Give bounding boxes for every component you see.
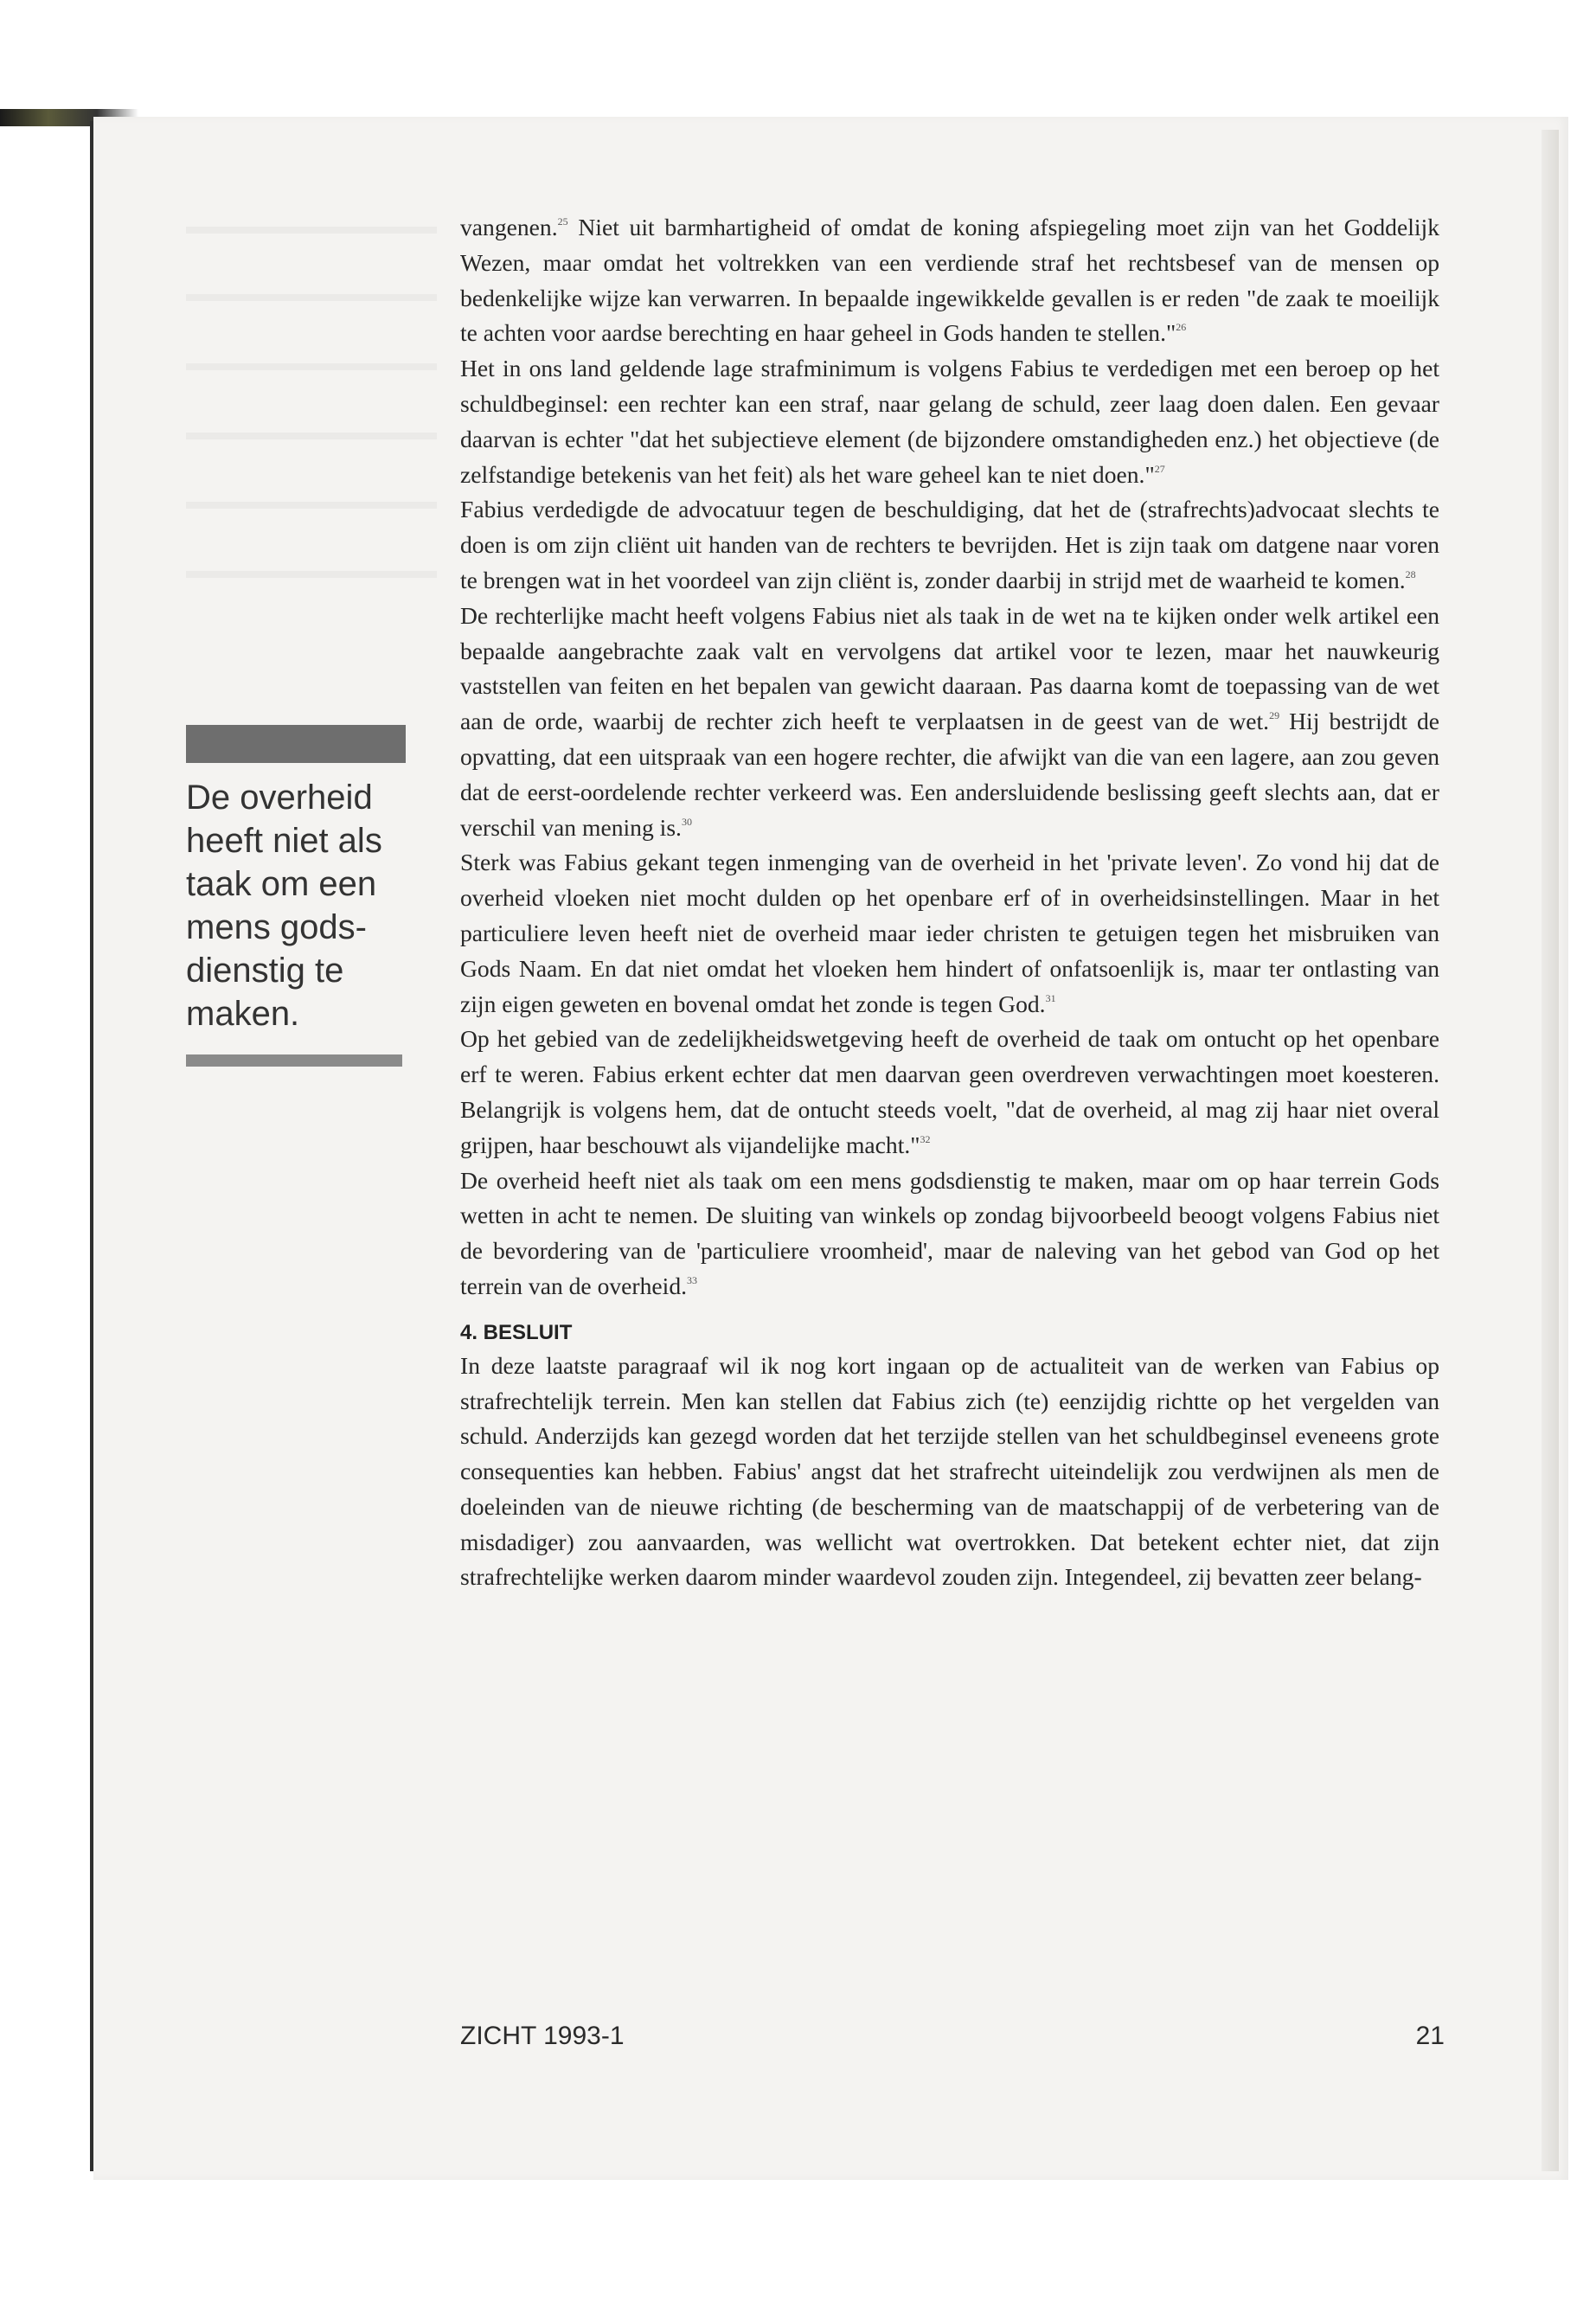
paragraph: [460, 845, 1439, 1022]
paragraph: [460, 351, 1439, 492]
footnote-ref: 28: [1405, 567, 1416, 580]
show-through: [186, 502, 437, 509]
binding-spine: [90, 121, 93, 2171]
footnote-ref: 27: [1154, 462, 1165, 475]
section-heading: 4. BESLUIT: [460, 1320, 573, 1344]
footer-journal-title: ZICHT 1993-1: [460, 2022, 625, 2050]
footnote-ref: 33: [687, 1273, 698, 1286]
page-number: 21: [1415, 2022, 1445, 2050]
paragraph: [460, 1022, 1439, 1163]
paragraph: [460, 492, 1439, 598]
footnote-ref: 26: [1176, 321, 1187, 334]
show-through: [186, 294, 437, 301]
paragraph-text: Fabius verdedigde de advocatuur tegen de beschuldiging, dat het de (strafrechts)advocaat slechts te doen is om zijn cliënt uit handen van de rechters te bevrijden. Het is zijn taak om datgene naar voren te brengen wat in het voordeel van zijn cliënt is, zonder daarbij in strijd met de waarheid te komen.: [460, 496, 1439, 593]
paragraph-text: vangenen.: [460, 214, 558, 240]
show-through: [186, 227, 437, 234]
paragraph-text: Het in ons land geldende lage strafminimum is volgens Fabius te verdedigen met een beroep op het schuldbeginsel: een rechter kan een straf, naar gelang de schuld, zeer laag doen dalen. Een gevaar daarvan is echter "dat het subjectieve element (de bijzondere omstandigheden enz.) het objectieve (de zelfstandige betekenis van het feit) als het ware geheel kan te niet doen.": [460, 355, 1439, 488]
pull-quote-bar-bottom: [186, 1054, 402, 1067]
paragraph: [460, 599, 1439, 846]
show-through: [186, 363, 437, 370]
show-through: [186, 433, 437, 439]
paragraph-text: Op het gebied van de zedelijkheidswetgeving heeft de overheid de taak om ontucht op het openbare erf te weren. Fabius erkent echter dat men daarvan geen overdreven verwachtingen moet koesteren. Belangrijk is volgens hem, dat de ontucht steeds voelt, "dat de overheid, al mag zij haar niet overal grijpen, haar beschouwt als vijandelijke macht.": [460, 1025, 1439, 1158]
page-edge: [1542, 130, 1559, 2171]
paragraph-text: De overheid heeft niet als taak om een mens godsdienstig te maken, maar om op haar terrein Gods wetten in acht te nemen. De sluiting van winkels op zondag bijvoorbeeld beoogt volgens Fabius niet de bevordering van de 'particuliere vroomheid', maar de naleving van het gebod van God op het terrein van de overheid.: [460, 1166, 1439, 1299]
footnote-ref: 31: [1045, 991, 1056, 1004]
pull-quote: De overheid heeft niet als taak om een mens gods-dienstig te maken.: [186, 779, 382, 1033]
paragraph-text: De rechterlijke macht heeft volgens Fabius niet als taak in de wet na te kijken onder welk artikel een bepaalde aangebrachte zaak valt en vervolgens dat artikel voor te lezen, maar het nauwkeurig vaststellen van feiten en het bepalen van gewicht daaraan. Pas daarna komt de toepassing van de wet aan de orde, waarbij de rechter zich heeft te verplaatsen in de geest van de wet.: [460, 601, 1439, 735]
pull-quote-bar-top: [186, 725, 406, 763]
article-body: [460, 210, 1439, 1595]
paragraph: [460, 210, 1439, 351]
footnote-ref: 29: [1269, 709, 1280, 722]
show-through: [186, 571, 437, 578]
paragraph-text: Niet uit barmhartigheid of omdat de koning afspiegeling moet zijn van het Goddelijk Wezen, maar omdat het voltrekken van een verdiende straf het rechtsbesef van de mensen op bedenkelijke wijze kan verwarren. In bepaalde ingewikkelde gevallen is er reden "de zaak te moeilijk te achten voor aardse berechting en haar geheel in Gods handen te stellen.": [460, 214, 1439, 347]
paragraph: [460, 1163, 1439, 1304]
paragraph-text: Sterk was Fabius gekant tegen inmenging van de overheid in het 'private leven'. Zo vond hij dat de overheid vloeken niet mocht dulden op het openbare erf of in overheidsinstellingen. Maar in het particuliere leven heeft niet de overheid maar ieder christen te getuigen tegen het misbruiken van Gods Naam. En dat niet omdat het vloeken hem hindert of onfatsoenlijk is, maar ter ontlasting van zijn eigen geweten en bovenal omdat het zonde is tegen God.: [460, 849, 1439, 1017]
paragraph: In deze laatste paragraaf wil ik nog kort ingaan op de actualiteit van de werken van Fabius op strafrechtelijk terrein. Men kan stellen dat Fabius zich (te) eenzijdig richtte op het vergelden van schuld. Anderzijds kan gezegd worden dat het terzijde stellen van het schuldbeginsel eveneens grote consequenties kan hebben. Fabius' angst dat het strafrecht uiteindelijk zou verdwijnen als men de doeleinden van de nieuwe richting (de bescherming van de maatschappij of de verbetering van de misdadiger) zou aanvaarden, was wellicht wat overtrokken. Dat betekent echter niet, dat zijn strafrechtelijke werken daarom minder waardevol zouden zijn. Integendeel, zij bevatten zeer belang-: [460, 1351, 1439, 1591]
footnote-ref: 25: [557, 215, 568, 228]
footnote-ref: 30: [681, 815, 692, 828]
paragraph-text: Hij bestrijdt de opvatting, dat een uitspraak van een hogere rechter, die afwijkt van die van een lagere, aan zou geven dat de eerst-oordelende rechter verkeerd was. Een andersluidende beslissing geeft slechts aan, dat er verschil van mening is.: [460, 708, 1439, 841]
footnote-ref: 32: [920, 1132, 931, 1145]
